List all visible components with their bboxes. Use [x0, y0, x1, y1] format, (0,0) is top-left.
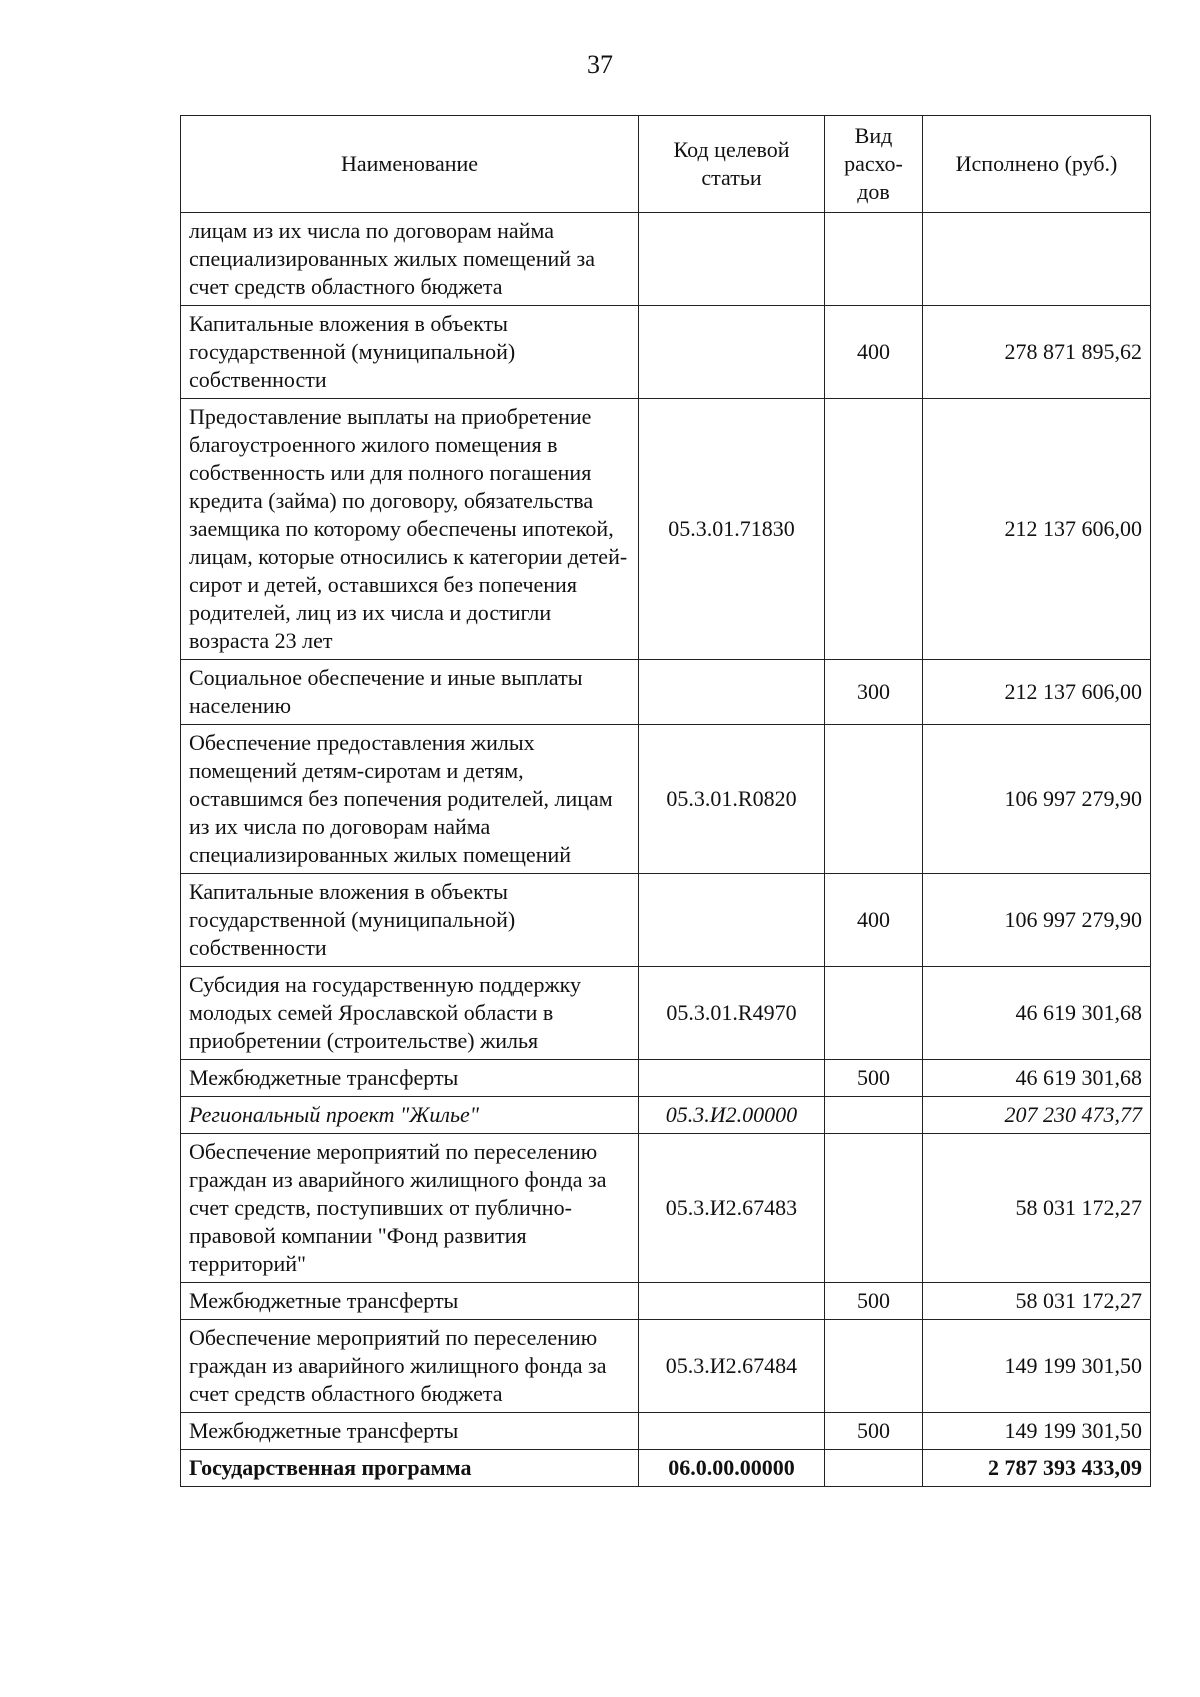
cell-amount: 2 787 393 433,09	[923, 1450, 1151, 1487]
cell-name: Региональный проект "Жилье"	[181, 1097, 639, 1134]
table-row	[181, 306, 1151, 399]
cell-expense-type: 500	[825, 1413, 923, 1450]
cell-code	[639, 1060, 825, 1097]
cell-amount: 46 619 301,68	[923, 1060, 1151, 1097]
cell-amount: 106 997 279,90	[923, 874, 1151, 967]
cell-code: 05.3.01.R0820	[639, 725, 825, 874]
cell-amount: 212 137 606,00	[923, 399, 1151, 660]
cell-code: 05.3.И2.67483	[639, 1134, 825, 1283]
table-row	[181, 660, 1151, 725]
table-row	[181, 874, 1151, 967]
table-row	[181, 1060, 1151, 1097]
table-row	[181, 1450, 1151, 1487]
cell-code: 05.3.01.71830	[639, 399, 825, 660]
table-row	[181, 213, 1151, 306]
cell-name: Субсидия на государственную поддержку молодых семей Ярославской области в приобретении (строительстве) жилья	[181, 967, 639, 1060]
table-row	[181, 1134, 1151, 1283]
cell-code: 05.3.И2.67484	[639, 1320, 825, 1413]
cell-expense-type	[825, 399, 923, 660]
table-header-row	[181, 116, 1151, 213]
cell-code: 05.3.01.R4970	[639, 967, 825, 1060]
cell-expense-type: 400	[825, 874, 923, 967]
cell-expense-type	[825, 1134, 923, 1283]
cell-name: Капитальные вложения в объекты государственной (муниципальной) собственности	[181, 306, 639, 399]
cell-amount: 149 199 301,50	[923, 1413, 1151, 1450]
table-row	[181, 725, 1151, 874]
cell-expense-type: 300	[825, 660, 923, 725]
cell-name: Межбюджетные трансферты	[181, 1413, 639, 1450]
cell-amount: 58 031 172,27	[923, 1283, 1151, 1320]
cell-amount: 278 871 895,62	[923, 306, 1151, 399]
cell-code: 05.3.И2.00000	[639, 1097, 825, 1134]
cell-amount: 207 230 473,77	[923, 1097, 1151, 1134]
cell-expense-type	[825, 213, 923, 306]
cell-code	[639, 874, 825, 967]
cell-name: Капитальные вложения в объекты государственной (муниципальной) собственности	[181, 874, 639, 967]
table-row	[181, 1283, 1151, 1320]
cell-expense-type	[825, 1320, 923, 1413]
header-expense-type: Вид расхо-дов	[825, 116, 923, 213]
table-row	[181, 1097, 1151, 1134]
table-body	[181, 213, 1151, 1487]
cell-code	[639, 306, 825, 399]
cell-name: Обеспечение мероприятий по переселению граждан из аварийного жилищного фонда за счет средств областного бюджета	[181, 1320, 639, 1413]
cell-expense-type	[825, 725, 923, 874]
cell-code: 06.0.00.00000	[639, 1450, 825, 1487]
cell-amount: 149 199 301,50	[923, 1320, 1151, 1413]
cell-amount: 212 137 606,00	[923, 660, 1151, 725]
cell-name: Обеспечение мероприятий по переселению граждан из аварийного жилищного фонда за счет средств, поступивших от публично-правовой компании "Фонд развития территорий"	[181, 1134, 639, 1283]
header-executed-amount: Исполнено (руб.)	[923, 116, 1151, 213]
cell-amount: 106 997 279,90	[923, 725, 1151, 874]
cell-expense-type	[825, 967, 923, 1060]
cell-expense-type: 400	[825, 306, 923, 399]
cell-expense-type	[825, 1450, 923, 1487]
cell-name: Предоставление выплаты на приобретение благоустроенного жилого помещения в собственность или для полного погашения кредита (займа) по договору, обязательства заемщика по которому обеспечены ипотекой, лицам, которые относились к категории детей-сирот и детей, оставшихся без попечения родителей, лиц из их числа и достигли возраста 23 лет	[181, 399, 639, 660]
cell-name: Государственная программа	[181, 1450, 639, 1487]
cell-name: Межбюджетные трансферты	[181, 1283, 639, 1320]
cell-expense-type: 500	[825, 1283, 923, 1320]
cell-code	[639, 1413, 825, 1450]
header-code: Код целевой статьи	[639, 116, 825, 213]
cell-name: Межбюджетные трансферты	[181, 1060, 639, 1097]
cell-name: лицам из их числа по договорам найма специализированных жилых помещений за счет средств областного бюджета	[181, 213, 639, 306]
header-name: Наименование	[181, 116, 639, 213]
cell-amount: 46 619 301,68	[923, 967, 1151, 1060]
cell-expense-type	[825, 1097, 923, 1134]
cell-code	[639, 1283, 825, 1320]
table-row	[181, 967, 1151, 1060]
table-row	[181, 1413, 1151, 1450]
cell-code	[639, 660, 825, 725]
table-row	[181, 1320, 1151, 1413]
cell-name: Социальное обеспечение и иные выплаты населению	[181, 660, 639, 725]
budget-execution-table	[180, 115, 1151, 1487]
cell-amount	[923, 213, 1151, 306]
cell-code	[639, 213, 825, 306]
cell-amount: 58 031 172,27	[923, 1134, 1151, 1283]
page-number: 37	[587, 50, 613, 79]
cell-name: Обеспечение предоставления жилых помещений детям-сиротам и детям, оставшимся без попечения родителей, лицам из их числа по договорам найма специализированных жилых помещений	[181, 725, 639, 874]
cell-expense-type: 500	[825, 1060, 923, 1097]
table-row	[181, 399, 1151, 660]
